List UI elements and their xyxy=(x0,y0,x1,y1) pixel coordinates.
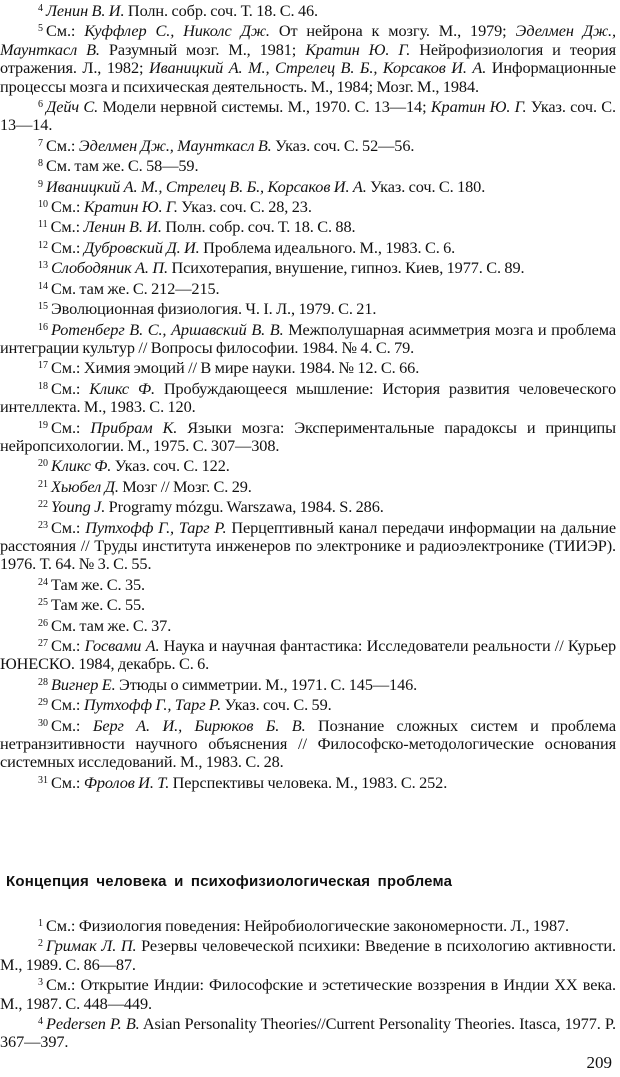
endnote-number: 21 xyxy=(38,478,48,490)
endnote-text: От нейрона к мозгу. М., 1979; xyxy=(269,21,516,41)
endnote xyxy=(0,715,616,772)
endnote-text: См.: Физиология поведения: Нейробиологические закономерности. Л., 1987. xyxy=(46,916,570,935)
endnote-text: Нейрофизиология и теория отражения. Л., 1982; xyxy=(0,39,616,78)
endnote-prefix: См.: xyxy=(51,517,86,537)
endnote-prefix: См.: xyxy=(46,135,79,155)
endnote xyxy=(0,135,616,155)
endnote xyxy=(0,915,616,935)
endnote-author: Ленин В. И. xyxy=(46,1,125,20)
endnote xyxy=(0,517,616,574)
endnote xyxy=(0,20,616,96)
endnote xyxy=(0,216,616,236)
endnote-number: 25 xyxy=(38,597,48,609)
endnote-number: 10 xyxy=(38,199,48,211)
endnote-author: Путхофф Г., Тарг Р. xyxy=(85,517,227,537)
endnote-number: 30 xyxy=(38,717,48,729)
endnote-author: Дубровский Д. И. xyxy=(83,237,200,257)
endnote-number: 18 xyxy=(38,380,48,392)
endnote xyxy=(0,196,616,216)
endnote-number: 14 xyxy=(38,280,48,292)
endnote-author: Ротенберг В. С., Аршавский В. В. xyxy=(51,319,284,339)
endnote-text: Познание сложных систем и проблема нетранзитивности научного объяснения // Философско-методологические основания системных исследований. М., 1983. С. 28. xyxy=(0,715,616,772)
page-number: 209 xyxy=(586,1053,612,1072)
endnote-author: Путхофф Г., Тарг Р. xyxy=(83,695,222,715)
endnote-prefix: См.: xyxy=(51,197,84,217)
endnote-number: 24 xyxy=(38,576,48,588)
endnote-text: Указ. соч. С. 180. xyxy=(366,176,486,196)
endnote xyxy=(0,298,616,318)
endnote-number: 31 xyxy=(38,774,48,786)
endnote-text: Пробуждающееся мышление: История развития человеческого интеллекта. М., 1983. С. 120. xyxy=(0,378,616,417)
endnote-text: Информационные процессы мозга и психическая деятельность. М., 1984; Мозг. М., 1984. xyxy=(0,58,617,96)
section-title: Концепция человека и психофизиологическая проблема xyxy=(6,873,453,890)
endnote-author: Ленин В. И. xyxy=(83,217,162,237)
endnote-number: 9 xyxy=(38,178,43,190)
endnotes-list-section xyxy=(0,915,616,1052)
endnote xyxy=(0,594,616,614)
endnote-text: Programy mózgu. Warszawa, 1984. S. 286. xyxy=(105,497,384,517)
endnote-author: Young J. xyxy=(51,497,106,517)
endnote xyxy=(0,635,616,674)
endnote xyxy=(0,155,616,175)
endnote-text: Наука и научная фантастика: Исследователи реальности // Курьер ЮНЕСКО. 1984, декабрь. С. 6. xyxy=(0,636,617,674)
endnote-author: Дейч С. xyxy=(46,97,99,117)
endnote xyxy=(0,96,616,135)
endnote-number: 16 xyxy=(38,321,48,333)
endnote-author: Слободяник А. П. xyxy=(51,258,169,278)
endnote-prefix: См.: xyxy=(51,772,84,792)
endnote xyxy=(0,1013,616,1052)
endnote-number: 19 xyxy=(38,419,48,431)
endnote-prefix: См.: xyxy=(46,21,85,41)
endnote-text: Перцептивный канал передачи информации на дальние расстояния // Труды института инженеров по электронике и радиоэлектронике (ТИИЭР). 1976. Т. 64. № 3. С. 55. xyxy=(0,517,617,574)
endnote-author: Берг А. И., Бирюков Б. В. xyxy=(92,715,306,735)
endnote-text: Мозг // Мозг. С. 29. xyxy=(118,476,252,496)
endnote xyxy=(0,615,616,635)
endnote-text: Разумный мозг. М., 1981; xyxy=(99,39,306,59)
endnote xyxy=(0,935,616,974)
endnote-number: 23 xyxy=(38,519,48,531)
endnote-text: Там же. С. 55. xyxy=(51,595,145,615)
endnote-text: Этюды о симметрии. М., 1971. С. 145—146. xyxy=(115,674,418,694)
endnote-number: 6 xyxy=(38,99,43,111)
endnote-number: 11 xyxy=(38,219,48,231)
endnote-text: Межполушарная асимметрия мозга и проблема интеграции культур // Вопросы философии. 1984. № 4. С. 79. xyxy=(0,319,616,357)
endnote xyxy=(0,357,616,377)
endnote-author: Эделмен Дж., Маунткасл В. xyxy=(78,135,272,155)
endnote-number: 17 xyxy=(38,360,48,372)
endnote-number: 7 xyxy=(38,137,43,149)
endnote-text: Указ. соч. С. 28, 23. xyxy=(177,197,312,217)
endnote-number: 4 xyxy=(38,3,43,14)
endnote-author: Куффлер С., Николс Дж. xyxy=(84,21,270,41)
endnote xyxy=(0,319,616,358)
endnote-prefix: См.: xyxy=(51,378,90,398)
endnote-prefix: См.: xyxy=(51,636,85,655)
endnote-number: 8 xyxy=(38,158,43,170)
endnote-author: Кратин Ю. Г. xyxy=(305,39,411,59)
endnote-text: См. там же. С. 212—215. xyxy=(51,278,220,298)
endnote-number: 12 xyxy=(38,239,48,251)
endnote-text: См. там же. С. 37. xyxy=(51,615,172,635)
endnote-number: 13 xyxy=(38,260,48,272)
endnote-text: Модели нервной системы. М., 1970. С. 13—14; xyxy=(98,97,431,117)
endnote xyxy=(0,455,616,475)
endnote xyxy=(0,176,616,196)
endnote-number: 26 xyxy=(38,617,48,629)
endnote-author: Гримак Л. П. xyxy=(46,936,137,956)
endnote-author: Кратин Ю. Г. xyxy=(83,197,178,217)
endnote-author: Прибрам К. xyxy=(90,417,178,437)
endnote-number: 29 xyxy=(38,697,48,709)
endnote-text: Указ. соч. С. 59. xyxy=(221,695,332,715)
endnote-text: Полн. собр. соч. Т. 18. С. 88. xyxy=(161,217,356,237)
endnote-author: Кликс Ф. xyxy=(89,378,155,398)
endnote-text: Психотерапия, внушение, гипноз. Киев, 1977. С. 89. xyxy=(168,258,525,278)
endnote xyxy=(0,772,616,792)
endnote-text: Полн. собр. соч. Т. 18. С. 46. xyxy=(124,1,319,20)
endnote-text: См.: Химия эмоций // В мире науки. 1984. № 12. С. 66. xyxy=(51,358,420,378)
endnote-prefix: См.: xyxy=(51,695,84,715)
endnote-number: 2 xyxy=(38,938,43,950)
endnote-author: Pedersen P. B. xyxy=(46,1014,140,1034)
endnote-author: Вигнер Е. xyxy=(51,674,116,694)
endnote xyxy=(0,278,616,298)
endnote-text: Резервы человеческой психики: Введение в психологию активности. М., 1989. С. 86—87. xyxy=(0,936,616,974)
endnote-text: См.: Открытие Индии: Философские и эстетические воззрения в Индии XX века. М., 1987. С. 448—449. xyxy=(0,975,616,1013)
endnote xyxy=(0,974,616,1013)
endnote xyxy=(0,237,616,257)
endnote xyxy=(0,574,616,594)
endnote xyxy=(0,0,616,20)
endnote xyxy=(0,694,616,714)
endnote-author: Кратин Ю. Г. xyxy=(430,97,527,117)
endnote-author: Хьюбел Д. xyxy=(51,476,119,496)
endnote-number: 1 xyxy=(38,918,43,929)
endnote-author: Госвами А. xyxy=(84,636,160,655)
endnote-author: Фролов И. Т. xyxy=(83,772,170,792)
endnote-number: 20 xyxy=(38,458,48,470)
endnote-number: 27 xyxy=(38,638,48,649)
endnote-number: 28 xyxy=(38,676,48,688)
endnote-number: 4 xyxy=(38,1016,43,1028)
endnote-text: См. там же. С. 58—59. xyxy=(46,156,199,176)
endnote-text: Там же. С. 35. xyxy=(51,574,145,594)
endnote-text: Перспективы человека. М., 1983. С. 252. xyxy=(169,772,448,792)
endnote-text: Эволюционная физиология. Ч. I. Л., 1979. С. 21. xyxy=(51,299,377,319)
endnote-prefix: См.: xyxy=(51,237,84,257)
endnote-author: Эделмен Дж., Маунткасл В. xyxy=(0,21,616,59)
endnote-author: Кликс Ф. xyxy=(51,456,112,476)
endnote-prefix: См.: xyxy=(51,417,91,437)
endnote-number: 5 xyxy=(38,23,43,35)
endnote-number: 22 xyxy=(38,499,48,511)
endnote-prefix: См.: xyxy=(51,715,93,735)
endnote-text: Указ. соч. С. 13—14. xyxy=(0,97,617,135)
endnote xyxy=(0,476,616,496)
endnote-number: 15 xyxy=(38,301,48,313)
endnote-text: Языки мозга: Экспериментальные парадоксы и принципы нейропсихологии. М., 1975. С. 307—308. xyxy=(0,417,617,455)
endnote-author: Иваницкий А. М., Стрелец В. Б., Корсаков И. А. xyxy=(148,58,487,78)
endnote xyxy=(0,496,616,516)
endnote-text: Asian Personality Theories//Current Personality Theories. Itasca, 1977. P. 367—397. xyxy=(0,1014,616,1052)
endnote xyxy=(0,257,616,277)
endnote-author: Иваницкий А. М., Стрелец В. Б., Корсаков И. А. xyxy=(46,176,367,196)
endnote-text: Указ. соч. С. 52—56. xyxy=(271,135,415,155)
endnote-number: 3 xyxy=(38,977,43,989)
endnote-text: Проблема идеального. М., 1983. С. 6. xyxy=(199,237,456,257)
endnote xyxy=(0,417,616,456)
endnote-prefix: См.: xyxy=(50,217,84,237)
endnote-text: Указ. соч. С. 122. xyxy=(111,456,230,476)
endnote xyxy=(0,674,616,694)
endnote xyxy=(0,378,616,417)
